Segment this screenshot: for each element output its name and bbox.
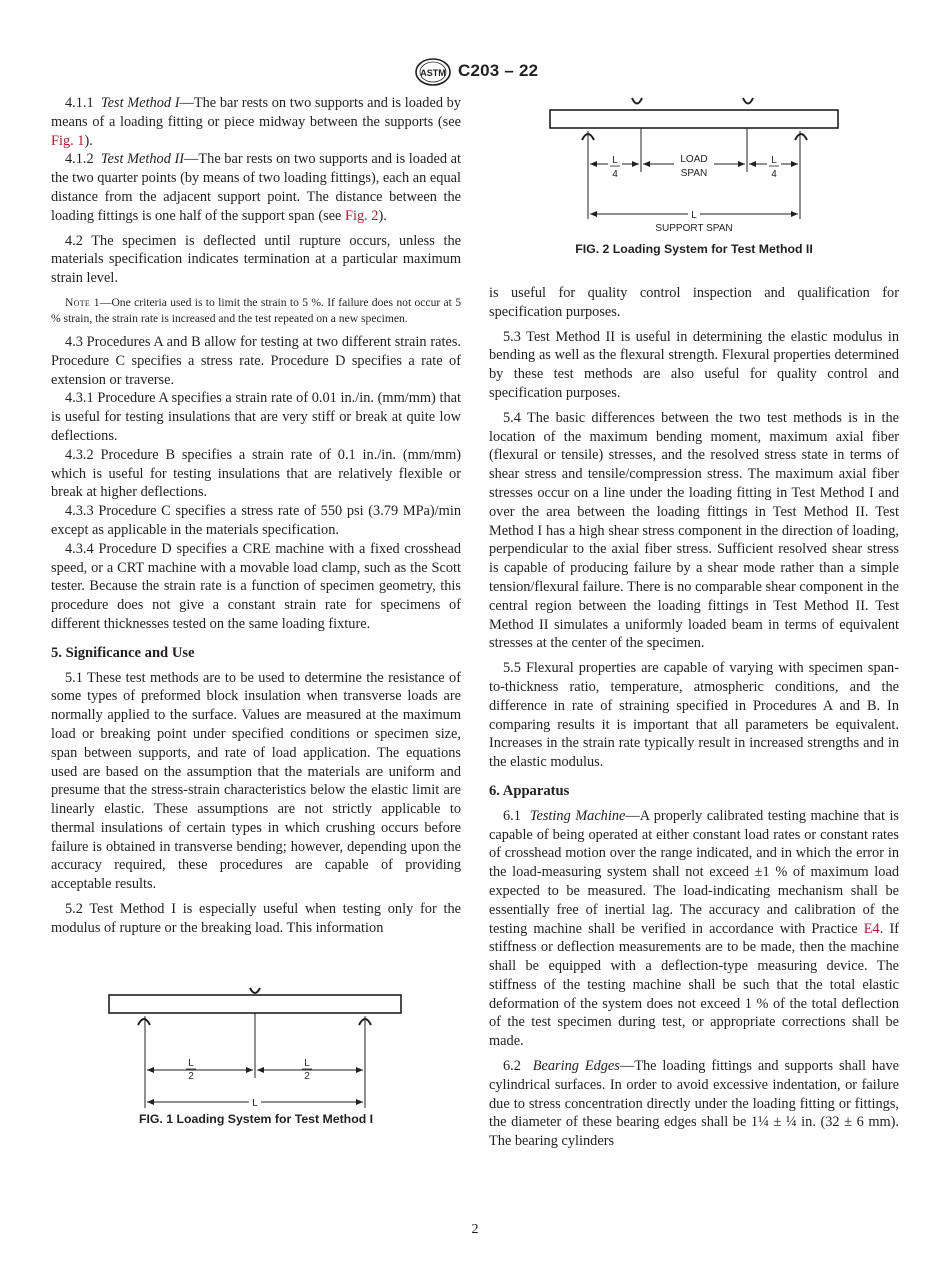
para-5-1: 5.1 These test methods are to be used to determine the resistance of some types of preformed block insulation when transverse loads are normally applied to the surface. Values are measured at the maximum load or breaking point under specified conditions or specimen size, span between supports, and rate of load application. The equations used are based on the assumption that the materials are uniform and presume that the stress-strain characteristics below the elastic limit are linearly elastic. These assumptions are not strictly applicable to thermal insulations of certain types in which crushing occurs before failure is obtained in transverse bending; however, depending upon the accuracy required, these procedures are capable of providing acceptable results. (51, 669, 461, 893)
section-5-heading: 5. Significance and Use (51, 644, 195, 661)
fig1-link[interactable]: Fig. 1 (51, 132, 85, 149)
fig2-label-4-right: 4 (771, 169, 777, 180)
fig1-label-l-right: L (304, 1057, 310, 1069)
fig2-label-4-left: 4 (612, 169, 618, 180)
fig2-link[interactable]: Fig. 2 (345, 207, 379, 224)
fig2-label-l-span: L (691, 210, 697, 221)
para-6-1: 6.1 Testing Machine—A properly calibrated testing machine that is capable of being operated at either constant load rates or constant rates of crosshead motion over the range indicated, and in which the error in the load-measuring system shall not exceed ±1 % of maximum load expected to be measured. The load-indicating mechanism shall be essentially free of inertial lag. The accuracy and calibration of the testing machine shall be verified in accordance with Practice E4. If stiffness or deflection measurements are to be made, then the machine shall be equipped with a deflection-type measuring device. The stiffness of the testing machine shall be such that the total elastic deformation of the system does not exceed 1 % of the total deflection of the test specimen during test, or appropriate corrections shall be made. (489, 807, 900, 1050)
para-4-2: 4.2 The specimen is deflected until rupture occurs, unless the materials specification indicates termination at a particular maximum strain level. (51, 232, 461, 287)
figure-1 (51, 980, 461, 1140)
fig1-label-2-left: 2 (188, 1070, 194, 1082)
fig1-diagram (51, 980, 461, 1110)
section-6-heading: 6. Apparatus (489, 782, 570, 799)
fig1-caption: FIG. 1 Loading System for Test Method I (138, 1111, 374, 1126)
right-column (489, 94, 899, 1151)
fig2-label-load: LOAD (680, 154, 708, 165)
para-5-5: 5.5 Flexural properties are capable of varying with specimen span-to-thickness ratio, temperature, atmospheric conditions, and the difference in rate of straining specified in Procedures A and B. In comparing results it is important that all parameters be equivalent. Increases in the strain rate typically result in increased strengths and in the elastic modulus. (489, 660, 899, 771)
left-column (51, 94, 461, 1140)
para-5-4: 5.4 The basic differences between the two test methods is in the location of the maximum bending moment, maximum axial fiber (flexural or tensile) stresses, and the resolved stress state in terms of shear stress and tensile/compression stress. The maximum axial fiber stresses occur on a line under the loading fitting in Test Method I and over the area between the loading fittings in Test Method II. Test Method I has a high shear stress component in the direction of loading, perpendicular to the axial fiber stress. Sufficient resolved shear stress is capable of producing failure by a shear mode rather than a simple tension/flexural failure. There is no comparable shear component in the central region between the loading fittings in Test Method II. Test Method II simulates a uniformly loaded beam in terms of equivalent stresses at the center of the specimen. (489, 409, 899, 652)
fig1-label-l-span: L (252, 1097, 258, 1109)
para-5-2-continued: is useful for quality control inspection and qualification for specification purposes. (489, 285, 899, 320)
e4-link[interactable]: E4 (863, 920, 880, 937)
fig1-label-l-left: L (188, 1057, 194, 1069)
fig2-label-l-right: L (771, 155, 777, 166)
figure-2 (489, 94, 899, 284)
page-number: 2 (471, 1222, 479, 1237)
para-5-2: 5.2 Test Method I is especially useful when testing only for the modulus of rupture or the breaking load. This information (51, 901, 461, 936)
astm-logo-icon (414, 58, 452, 86)
para-4-3-4: 4.3.4 Procedure D specifies a CRE machine with a fixed crosshead speed, or a CRT machine with a movable load clamp, such as the Scott tester. Because the strain rate is a function of specimen geometry, this procedure does not give a constant strain rate for specimens of different thicknesses tested on the same loading fixture. (51, 540, 461, 632)
page-header (0, 58, 950, 86)
para-4-1-1: 4.1.1 Test Method I—The bar rests on two supports and is loaded by means of a loading fitting or piece midway between the supports (see Fig. 1). (51, 95, 462, 149)
fig2-label-l-left: L (612, 155, 618, 166)
note-1: Note 1—One criteria used is to limit the strain to 5 %. If failure does not occur at 5 % strain, the strain rate is increased and the test repeated on a new specimen. (51, 295, 462, 325)
para-4-3: 4.3 Procedures A and B allow for testing at two different strain rates. Procedure C specifies a stress rate. Procedure D specifies a rate of extension or traverse. (51, 333, 461, 388)
designation: C203 – 22 (458, 61, 539, 80)
fig2-diagram (489, 94, 899, 234)
fig1-label-2-right: 2 (304, 1070, 310, 1082)
para-5-3: 5.3 Test Method II is useful in determining the elastic modulus in bending as well as the flexural strength. Flexural properties determined by these test methods are also useful for quality control and specification purposes. (489, 328, 899, 401)
fig2-caption: FIG. 2 Loading System for Test Method II (575, 242, 813, 256)
para-6-2: 6.2 Bearing Edges—The loading fittings and supports shall have cylindrical surfaces. In order to avoid excessive indentation, or failure due to stress concentration directly under the loading fitting or fittings, the diameter of these bearing edges shall be 1¼ ± ¼ in. (32 ± 6 mm). The bearing cylinders (489, 1058, 899, 1150)
para-4-3-3: 4.3.3 Procedure C specifies a stress rate of 550 psi (3.79 MPa)/min except as applicable in the materials specification. (51, 503, 461, 538)
para-4-3-2: 4.3.2 Procedure B specifies a strain rate of 0.1 in./in. (mm/mm) which is useful for testing insulations that are relatively flexible or break at higher deflections. (51, 446, 461, 501)
para-4-1-2: 4.1.2 Test Method II—The bar rests on two supports and is loaded at the two quarter points (by means of two loading fittings), each an equal distance from the adjacent support point. The distance between the loading fittings is one half of the support span (see Fig. 2). (51, 151, 461, 224)
logo-text: ASTM (420, 68, 446, 78)
fig2-label-support-span: SUPPORT SPAN (655, 223, 733, 234)
para-4-3-1: 4.3.1 Procedure A specifies a strain rate of 0.01 in./in. (mm/mm) that is useful for testing insulations that are very stiff or break at quite low deflections. (51, 390, 461, 444)
fig2-label-span: SPAN (680, 168, 708, 179)
